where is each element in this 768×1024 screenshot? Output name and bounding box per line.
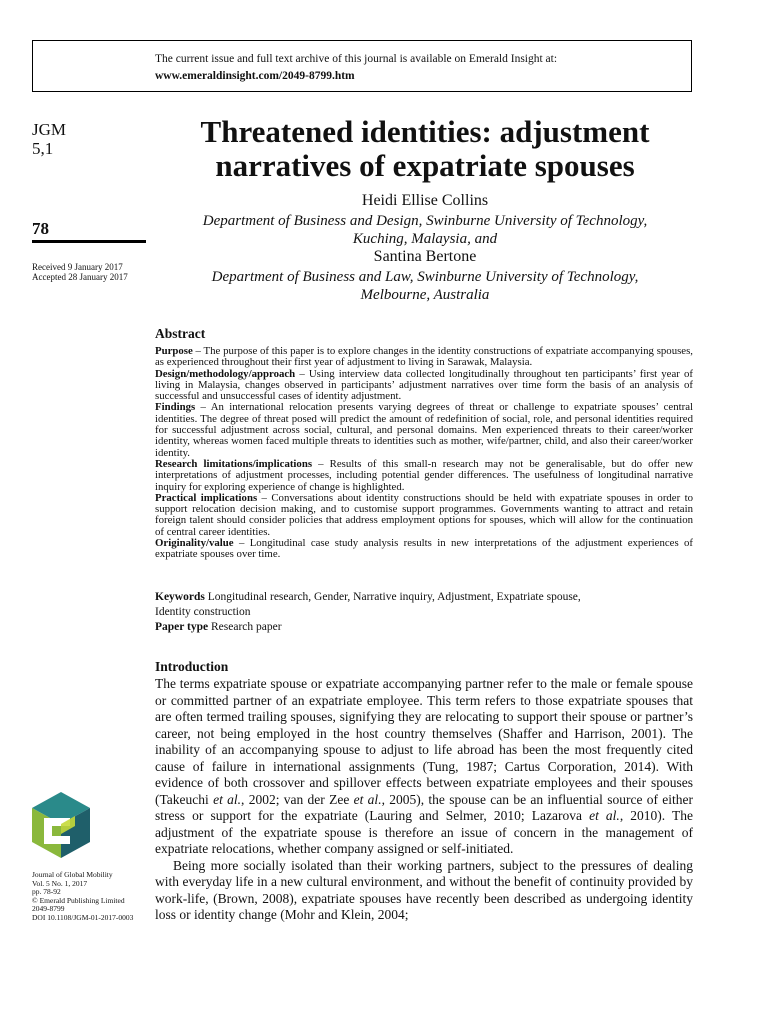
section-label: Findings xyxy=(155,401,196,414)
introduction-heading: Introduction xyxy=(155,659,229,674)
banner-notice: The current issue and full text archive of this journal is available on Emerald Insight at: xyxy=(155,53,558,65)
abstract-practical xyxy=(155,493,693,538)
section-text: – Conversations about identity constructions should be held with expatriate spouses in order to support relocation decision making, and to customise support programmes. Governments wanting to attract and retain foreign talent should consider policies that address employment options for spouses, which will allow for the continuation of central career identities. xyxy=(155,491,693,538)
doi[interactable]: DOI 10.1108/JGM-01-2017-0003 xyxy=(32,912,134,922)
et-al: et al. xyxy=(589,808,620,823)
banner-url[interactable]: www.emeraldinsight.com/2049-8799.htm xyxy=(155,70,355,82)
issn: 2049-8799 xyxy=(32,904,65,913)
paper-type-label: Paper type xyxy=(155,621,209,633)
keywords-line-1 xyxy=(155,590,693,605)
journal-abbreviation xyxy=(32,120,66,158)
author-name-2: Santina Bertone xyxy=(373,248,477,265)
title-line-2: narratives of expatriate spouses xyxy=(215,148,635,183)
author-name-1: Heidi Ellise Collins xyxy=(361,192,489,209)
section-text: – An international relocation presents varying degrees of threat or challenge to expatriate spouses’ central identities. The degree of threat posed will predict the amount of redefinition of social, role, and personal identities required for successful adjustment across social, cultural, and personal domains. Men experienced threats to their career/worker identity, whereas women faced multiple threats to identities such as mother, wife/partner, child, and also their career/worker identity. xyxy=(155,401,693,459)
emerald-logo-icon xyxy=(30,790,92,860)
publication-meta xyxy=(32,871,133,922)
author-affiliation-1 xyxy=(150,212,700,248)
volume-line: Vol. 5 No. 1, 2017 xyxy=(32,878,88,888)
text-run: , 2005), the spouse can be an influential source of either stress or support for the expatriate (Lauring and Selmer, 2010; Lazarova xyxy=(155,791,694,823)
margin-rule xyxy=(32,240,146,243)
accepted-date: Accepted 28 January 2017 xyxy=(32,272,128,282)
abstract-body xyxy=(155,346,693,561)
keywords xyxy=(155,590,693,620)
intro-paragraph-1 xyxy=(155,676,693,858)
section-label: Purpose xyxy=(155,345,193,357)
page-number: 78 xyxy=(32,219,49,238)
abstract-originality xyxy=(155,538,693,561)
section-text: – Results of this small-n research may not be generalisable, but do offer new interpretations of adjustment processes, including potential gender differences. The usefulness of longitudinal narrative inquiry for exploring experience of change is highlighted. xyxy=(155,457,693,493)
abstract-purpose xyxy=(155,346,693,369)
journal-access-banner xyxy=(32,40,692,92)
keywords-line-2: Identity construction xyxy=(155,606,251,618)
text-run: , 2010). The adjustment of the expatriate spouse is therefore an issue of concern in the management of expatriate relocations, whether company assigned or self-initiated. xyxy=(155,808,694,856)
introduction-body xyxy=(155,676,693,924)
paper-type xyxy=(155,621,282,633)
section-label: Practical implications xyxy=(155,491,258,504)
journal-name: Journal of Global Mobility xyxy=(32,870,113,879)
text-run: The terms expatriate spouse or expatriate accompanying partner refer to the male or female spouse or committed partner of an expatriate employee. This term refers to those expatriate spouses that are often termed trailing spouses, signifying they are relocating to support their spouse or partner’s career, not being employed in the host country themselves (Shaffer and Harrison, 2001). The inability of an accompanying spouse to adjust to life abroad has been the most frequently cited cause of failure in international assignments (Tung, 1987; Cartus Corporation, 2014). With evidence of both crossover and spillover effects between expatriate employees and their spouses (Takeuchi xyxy=(155,676,693,807)
volume-issue: 5,1 xyxy=(32,139,54,158)
section-label: Originality/value xyxy=(155,537,234,550)
section-text: – The purpose of this paper is to explore changes in the identity constructions of expatriate accompanying spouses, as experienced throughout their first year of adjustment to living in Sarawak, Malaysia. xyxy=(155,345,693,369)
affil-2-line-1: Department of Business and Law, Swinburne University of Technology, xyxy=(211,269,639,285)
abstract-design xyxy=(155,369,693,403)
affil-2-line-2: Melbourne, Australia xyxy=(360,287,490,303)
et-al: et al. xyxy=(213,791,242,807)
text-run: , 2002; van der Zee xyxy=(241,791,354,807)
keywords-list: Longitudinal research, Gender, Narrative inquiry, Adjustment, Expatriate spouse, xyxy=(204,591,581,603)
page-range: pp. 78-92 xyxy=(32,887,61,896)
publisher: © Emerald Publishing Limited xyxy=(32,895,125,905)
section-text: – Longitudinal case study analysis results in new interpretations of the adjustment experiences of expatriate spouses over time. xyxy=(155,537,693,561)
section-label: Research limitations/implications xyxy=(155,457,313,470)
abstract-heading: Abstract xyxy=(155,326,206,341)
article-title xyxy=(150,115,700,183)
section-label: Design/methodology/approach xyxy=(155,367,296,380)
author-affiliation-2 xyxy=(150,268,700,304)
article-dates xyxy=(32,262,128,282)
paper-type-value: Research paper xyxy=(208,621,282,633)
intro-paragraph-2: Being more socially isolated than their working partners, subject to the pressures of dealing with everyday life in a new cultural environment, and without the benefit of continuity provided by work-life, (Brown, 2008), expatriate spouses have recently been described as undergoing identity loss or identity change (Mohr and Klein, 2004; xyxy=(155,857,693,922)
abstract-findings xyxy=(155,402,693,458)
title-line-1: Threatened identities: adjustment xyxy=(200,114,650,149)
section-text: – Using interview data collected longitudinally throughout ten participants’ first year of living in Malaysia, changes observed in participants’ adjustment narratives over time form the basis of an analysis of successful and unsuccessful cases of identity adjustment. xyxy=(155,367,693,403)
affil-1-line-1: Department of Business and Design, Swinburne University of Technology, xyxy=(202,213,648,229)
affil-1-line-2: Kuching, Malaysia, and xyxy=(352,231,498,247)
received-date: Received 9 January 2017 xyxy=(32,262,123,272)
et-al: et al. xyxy=(353,791,382,807)
keywords-label: Keywords xyxy=(155,591,205,603)
abstract-limitations xyxy=(155,459,693,493)
journal-abbrev-text: JGM xyxy=(32,120,67,139)
